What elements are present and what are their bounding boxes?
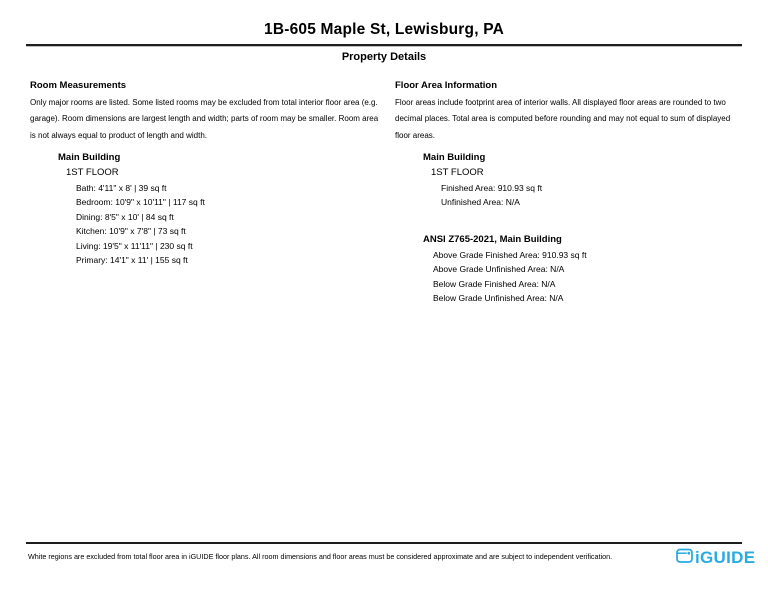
room-measurements-building [58, 152, 382, 267]
iguide-logo [676, 547, 755, 569]
footer-divider [26, 542, 742, 544]
ansi-area-item: Below Grade Finished Area: N/A [433, 278, 556, 289]
room-item: Living: 19'5" x 11'11" | 230 sq ft [76, 240, 193, 251]
floor-block [431, 166, 747, 210]
floor-area-item: Finished Area: 910.93 sq ft [441, 182, 543, 193]
footer-disclaimer: White regions are excluded from total floor area in iGUIDE floor plans. All room dimensions and floor areas must be considered approximate and are subject to independent verification. [28, 552, 613, 561]
room-item: Kitchen: 10'9" x 7'8" | 73 sq ft [76, 226, 186, 237]
ansi-area-item: Above Grade Finished Area: 910.93 sq ft [433, 249, 587, 260]
ansi-section [423, 234, 747, 306]
ansi-area-item: Below Grade Unfinished Area: N/A [433, 292, 564, 303]
room-item: Primary: 14'1" x 11' | 155 sq ft [76, 254, 188, 265]
floor-area-list [441, 181, 747, 210]
floor-area-building [423, 152, 747, 210]
page-title: 1B-605 Maple St, Lewisburg, PA [264, 21, 504, 38]
ansi-area-item: Above Grade Unfinished Area: N/A [433, 264, 565, 275]
floor-name: 1ST FLOOR [66, 166, 119, 178]
floor-area-information-section [395, 80, 747, 305]
page-subtitle: Property Details [341, 51, 427, 63]
ansi-heading: ANSI Z765-2021, Main Building [423, 233, 562, 245]
floor-area-item: Unfinished Area: N/A [441, 197, 520, 208]
room-item: Bedroom: 10'9" x 10'11" | 117 sq ft [76, 197, 205, 208]
building-name: Main Building [58, 151, 121, 163]
building-name: Main Building [423, 151, 486, 163]
floor-area-heading: Floor Area Information [395, 80, 498, 91]
floor-block [66, 166, 382, 267]
iguide-camera-icon [676, 547, 693, 569]
room-item: Bath: 4'11" x 8' | 39 sq ft [76, 182, 167, 193]
header-divider [26, 44, 742, 46]
room-item: Dining: 8'5" x 10' | 84 sq ft [76, 211, 174, 222]
ansi-area-list [433, 248, 747, 306]
iguide-logo-text: iGUIDE [695, 548, 756, 567]
room-measurements-heading: Room Measurements [30, 80, 127, 91]
floor-area-description: Floor areas include footprint area of interior walls. All displayed floor areas are rounded to two decimal places. Total area is computed before rounding and may not equal to sum of displayed floor areas. [395, 98, 731, 140]
room-measurements-description: Only major rooms are listed. Some listed rooms may be excluded from total interior floor area (e.g. garage). Room dimensions are largest length and width; parts of room may be smaller. Room area is not always equal to product of length and width. [30, 98, 379, 140]
room-list [76, 181, 382, 267]
floor-name: 1ST FLOOR [431, 166, 484, 178]
room-measurements-section [30, 80, 382, 267]
